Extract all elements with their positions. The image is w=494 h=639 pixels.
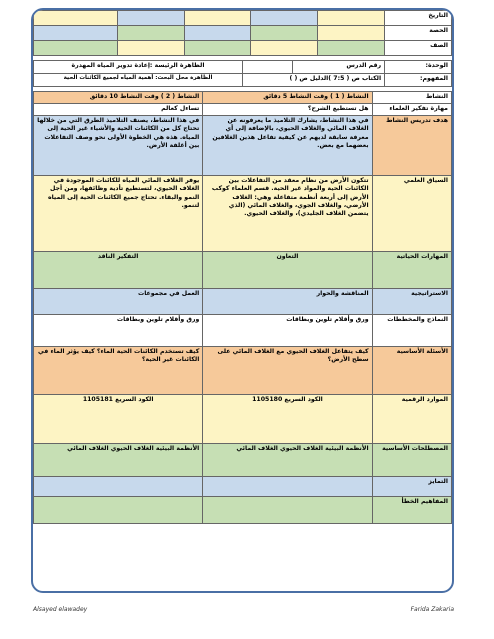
date-cell-3[interactable] [184,11,251,26]
models-activity1: ورق وأقلام تلوين وبطاقات [203,315,372,347]
strategy-activity1: المناقشة والحوار [203,289,372,315]
row-label-life-skills: المهارات الحياتية [372,252,451,289]
strategy-activity2: العمل في مجموعات [34,289,203,315]
questions-activity2: كيف تستخدم الكائنات الحية الماء؟ كيف يؤثر الماء في الكائنات غير الحية؟ [34,347,203,395]
date-cell-1[interactable] [318,11,385,26]
row-label-questions: الأسئلة الأساسية [372,347,451,395]
goal-activity2: في هذا النشاط، يصنف التلاميذ الطرق التي من خلالها تحتاج كل من الكائنات الحية والأشياء غير الحية إلى المياه. هذه هي الخطوة الأولى نحو وصف التفاعلات بين أغلفة الأرض. [34,116,203,176]
footer-left-name: Alsayed elawadey [33,606,88,613]
date-cell-4[interactable] [117,11,184,26]
life-skills-activity2: التفكير الناقد [34,252,203,289]
goal-activity1: في هذا النشاط، يشارك التلاميذ ما يعرفونه عن الغلاف المائي والغلاف الحيوي، بالإضافة إلى أي معرفة سابقة لديهم عن كيفية تفاعل هذين الغلافين بعضهما مع بعض. [203,116,372,176]
row-label-models: النماذج والمخططات [372,315,451,347]
row-label-terms: المصطلحات الأساسية [372,444,451,477]
misconceptions-activity1[interactable] [203,497,372,524]
class-cell-3[interactable] [184,41,251,56]
row-label-differentiation: التمايز [372,477,451,497]
date-label: التاريخ [385,11,452,26]
row-label-misconceptions: المفاهيم الخطأ [372,497,451,524]
row-label-strategy: الاستراتيجية [372,289,451,315]
differentiation-activity2[interactable] [34,477,203,497]
period-cell-4[interactable] [117,26,184,41]
thinking-skill-1: هل تستطيع الشرح؟ [203,104,372,116]
lesson-plan-frame [31,8,454,593]
activity2-header: النشاط ( 2 ) وقت النشاط 10 دقائق [34,92,203,104]
date-cell-5[interactable] [34,11,118,26]
period-cell-1[interactable] [318,26,385,41]
footer-right-name: Farida Zakaria [410,606,454,613]
activities-table [33,91,452,524]
row-label-digital: الموارد الرقمية [372,395,451,444]
context-activity1: تتكون الأرض من نظام معقد من التفاعلات بين الكائنات الحية والمواد غير الحية. قسم العلماء كوكب الأرض إلى أربعة أنظمة متفاعلة وهي: الغلاف الأرضي، والغلاف الجوي، والغلاف المائي (الذي يتضمن الغلاف الجليدي)، والغلاف الحيوي. [203,176,372,252]
unit-table [33,60,452,87]
terms-activity2: الأنظمة البيئية الغلاف الحيوي الغلاف المائي [34,444,203,477]
book-ref: الكتاب ص ( 7:5 )الدليل ص ( ) [243,74,385,87]
row-label-goal: هدف تدريس النشاط [372,116,451,176]
thinking-skill-label: مهارة تفكير العلماء [372,104,451,116]
differentiation-activity1[interactable] [203,477,372,497]
misconceptions-activity2[interactable] [34,497,203,524]
models-activity2: ورق وأقلام تلوين وبطاقات [34,315,203,347]
unit-label: الوحدة: [385,61,452,74]
period-cell-5[interactable] [34,26,118,41]
lesson-no-value[interactable] [243,61,293,74]
row-label-context: السياق العلمي [372,176,451,252]
date-cell-2[interactable] [251,11,318,26]
period-label: الحصة [385,26,452,41]
thinking-skill-2: تساءل كعالم [34,104,203,116]
questions-activity1: كيف يتفاعل الغلاف الحيوي مع الغلاف المائي على سطح الأرض؟ [203,347,372,395]
context-activity2: يوفر الغلاف المائي المياه للكائنات الموجودة في الغلاف الحيوي، لتستطيع تأدية وظائفها، ومن أجل النمو والبقاء. تحتاج جميع الكائنات الحية إلى المياه لتنمو. [34,176,203,252]
activity1-header: النشاط ( 1 ) وقت النشاط 5 دقائق [203,92,372,104]
class-cell-2[interactable] [251,41,318,56]
class-cell-1[interactable] [318,41,385,56]
period-cell-3[interactable] [184,26,251,41]
activity-section-label: النشاط [372,92,451,104]
class-cell-5[interactable] [34,41,118,56]
lesson-no-label: رقم الدرس [293,61,385,74]
main-phenomenon: الظاهرة الرئيسة :إعادة تدوير المياه المهدرة [34,61,243,74]
class-label: الصف [385,41,452,56]
terms-activity1: الأنظمة البيئية الغلاف الحيوي الغلاف المائي [203,444,372,477]
concept-label: المفهوم: [385,74,452,87]
digital-activity2: الكود السريع 1105181 [34,395,203,444]
life-skills-activity1: التعاون [203,252,372,289]
digital-activity1: الكود السريع 1105180 [203,395,372,444]
period-cell-2[interactable] [251,26,318,41]
class-cell-4[interactable] [117,41,184,56]
header-table [33,10,452,56]
investigated-phenomenon: الظاهرة محل البحث: أهمية المياه لجميع الكائنات الحية [34,74,243,87]
